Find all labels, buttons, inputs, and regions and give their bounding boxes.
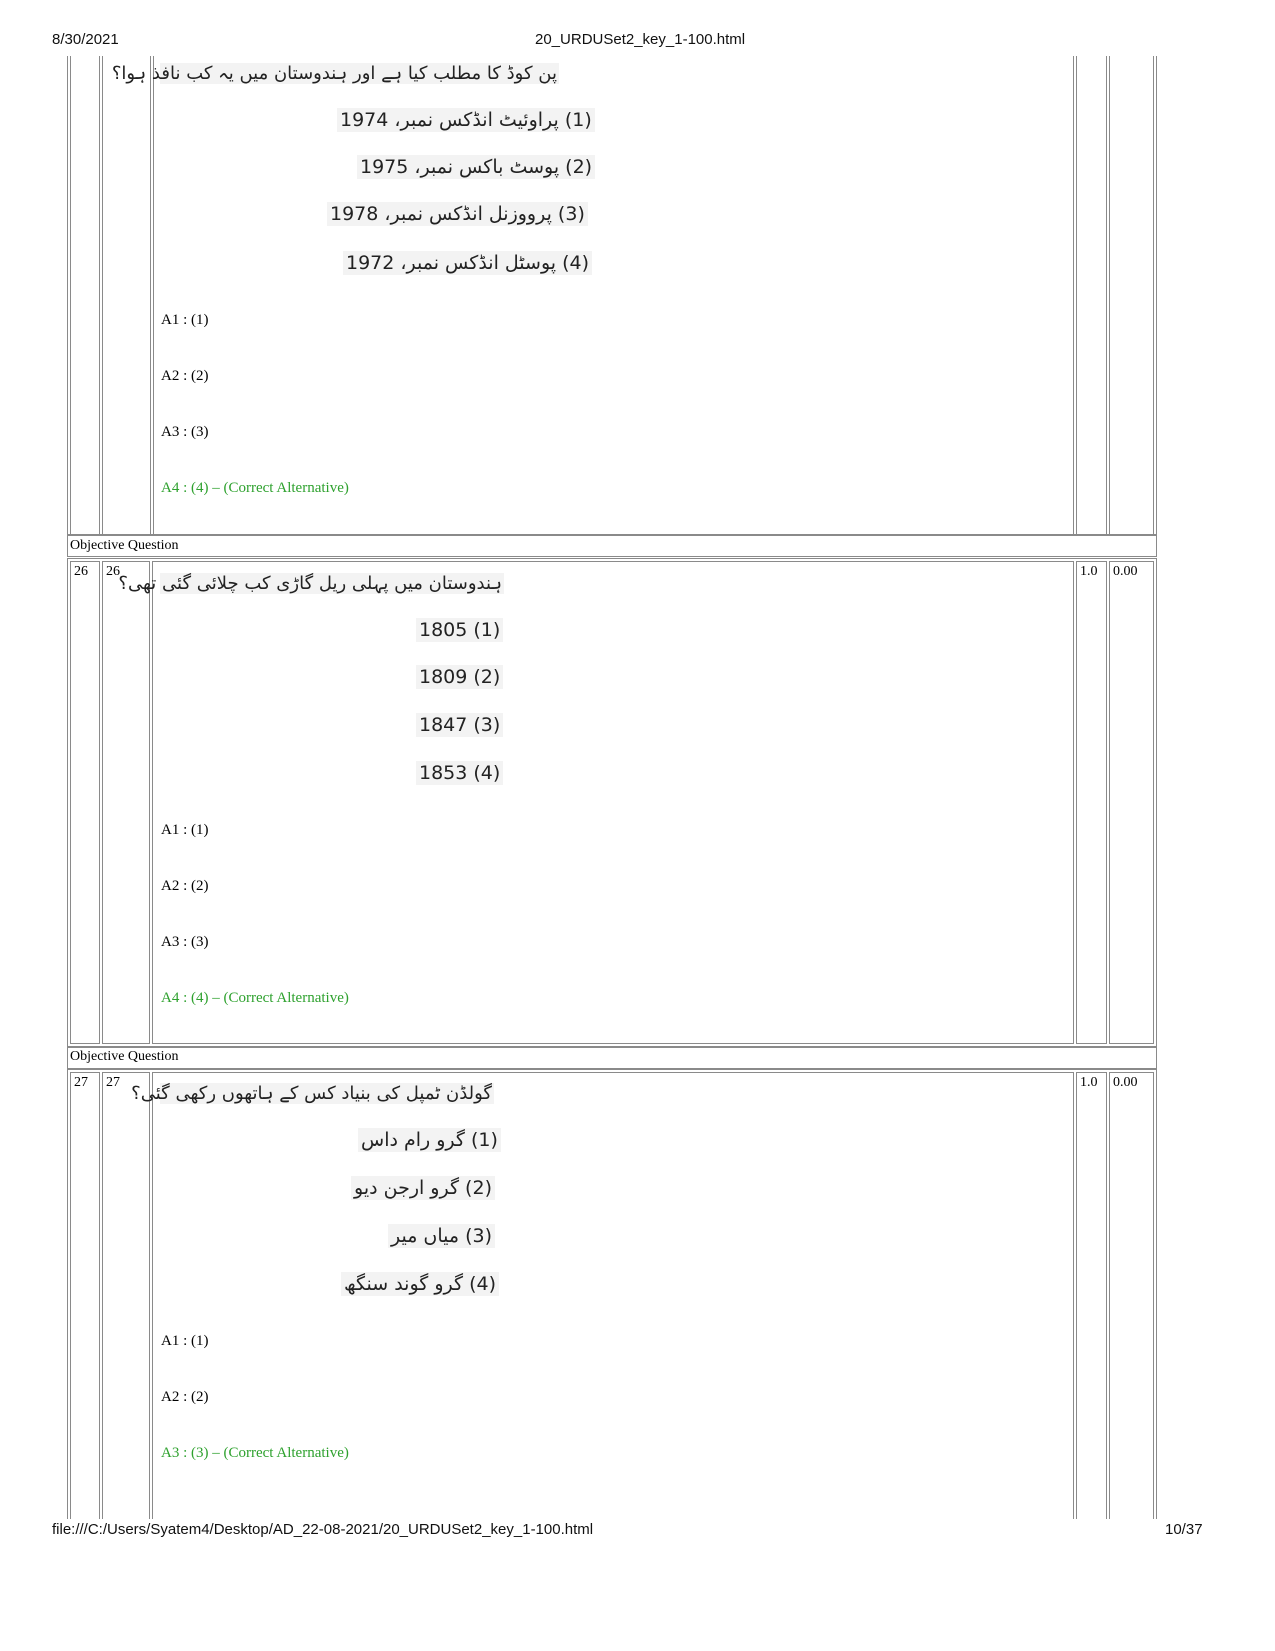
option-3: (3) میاں میر bbox=[388, 1224, 495, 1248]
print-title: 20_URDUSet2_key_1-100.html bbox=[535, 31, 746, 48]
answer-correct: A3 : (3) – (Correct Alternative) bbox=[161, 1445, 349, 1461]
option-3: 1847 (3) bbox=[416, 713, 503, 737]
option-1: (1) گرو رام داس bbox=[358, 1128, 501, 1152]
table-border bbox=[102, 56, 103, 534]
option-1: 1805 (1) bbox=[416, 618, 503, 642]
print-date: 8/30/2021 bbox=[52, 31, 119, 48]
question-number: 27 bbox=[70, 1072, 100, 1519]
section-label: Objective Question bbox=[70, 538, 179, 553]
question-id: 27 bbox=[102, 1072, 150, 1519]
answer-correct: A4 : (4) – (Correct Alternative) bbox=[161, 480, 349, 496]
table-border bbox=[99, 56, 100, 534]
answer-1: A1 : (1) bbox=[161, 1333, 209, 1349]
option-4: (4) گرو گوند سنگھ bbox=[341, 1272, 499, 1296]
answer-3: A3 : (3) bbox=[161, 934, 209, 950]
negative-marks: 0.00 bbox=[1109, 1072, 1154, 1519]
table-border bbox=[1109, 56, 1110, 534]
answer-2: A2 : (2) bbox=[161, 1389, 209, 1405]
option-1: (1) پراوئیٹ انڈکس نمبر، 1974 bbox=[337, 108, 595, 132]
question-text: ہندوستان میں پہلی ریل گاڑی کب چلائی گئی تھی؟ bbox=[118, 573, 502, 594]
section-label-row bbox=[67, 1047, 1157, 1069]
question-number: 26 bbox=[70, 561, 100, 1044]
section-label: Objective Question bbox=[70, 1049, 179, 1064]
question-text: گولڈن ٹمپل کی بنیاد کس کے ہاتھوں رکھی گئی؟ bbox=[131, 1083, 492, 1104]
answer-2: A2 : (2) bbox=[161, 368, 209, 384]
negative-marks: 0.00 bbox=[1109, 561, 1154, 1044]
answer-1: A1 : (1) bbox=[161, 822, 209, 838]
answer-correct: A4 : (4) – (Correct Alternative) bbox=[161, 990, 349, 1006]
table-border bbox=[1073, 56, 1074, 534]
marks: 1.0 bbox=[1076, 1072, 1107, 1519]
table-border bbox=[1106, 56, 1107, 534]
table-border bbox=[1076, 56, 1077, 534]
section-label-row bbox=[67, 535, 1157, 557]
page-number: 10/37 bbox=[1165, 1521, 1203, 1538]
file-path: file:///C:/Users/Syatem4/Desktop/AD_22-08-2021/20_URDUSet2_key_1-100.html bbox=[52, 1521, 594, 1538]
table-border bbox=[67, 56, 68, 534]
option-4: 1853 (4) bbox=[416, 761, 503, 785]
answer-1: A1 : (1) bbox=[161, 312, 209, 328]
option-3: (3) پرووزنل انڈکس نمبر، 1978 bbox=[327, 202, 588, 226]
table-border bbox=[1153, 56, 1154, 534]
table-border bbox=[70, 56, 71, 534]
marks: 1.0 bbox=[1076, 561, 1107, 1044]
table-border bbox=[150, 56, 151, 534]
table-border bbox=[153, 56, 154, 534]
question-text: پن کوڈ کا مطلب کیا ہے اور ہندوستان میں یہ کب نافذ ہوا؟ bbox=[111, 63, 557, 84]
question-id: 26 bbox=[102, 561, 150, 1044]
table-border bbox=[1156, 56, 1157, 534]
option-2: (2) گرو ارجن دیو bbox=[351, 1176, 495, 1200]
answer-3: A3 : (3) bbox=[161, 424, 209, 440]
question-content-cell bbox=[118, 561, 1074, 1044]
answer-2: A2 : (2) bbox=[161, 878, 209, 894]
option-2: (2) پوسٹ باکس نمبر، 1975 bbox=[357, 155, 595, 179]
option-4: (4) پوسٹل انڈکس نمبر، 1972 bbox=[343, 251, 592, 275]
option-2: 1809 (2) bbox=[416, 665, 503, 689]
